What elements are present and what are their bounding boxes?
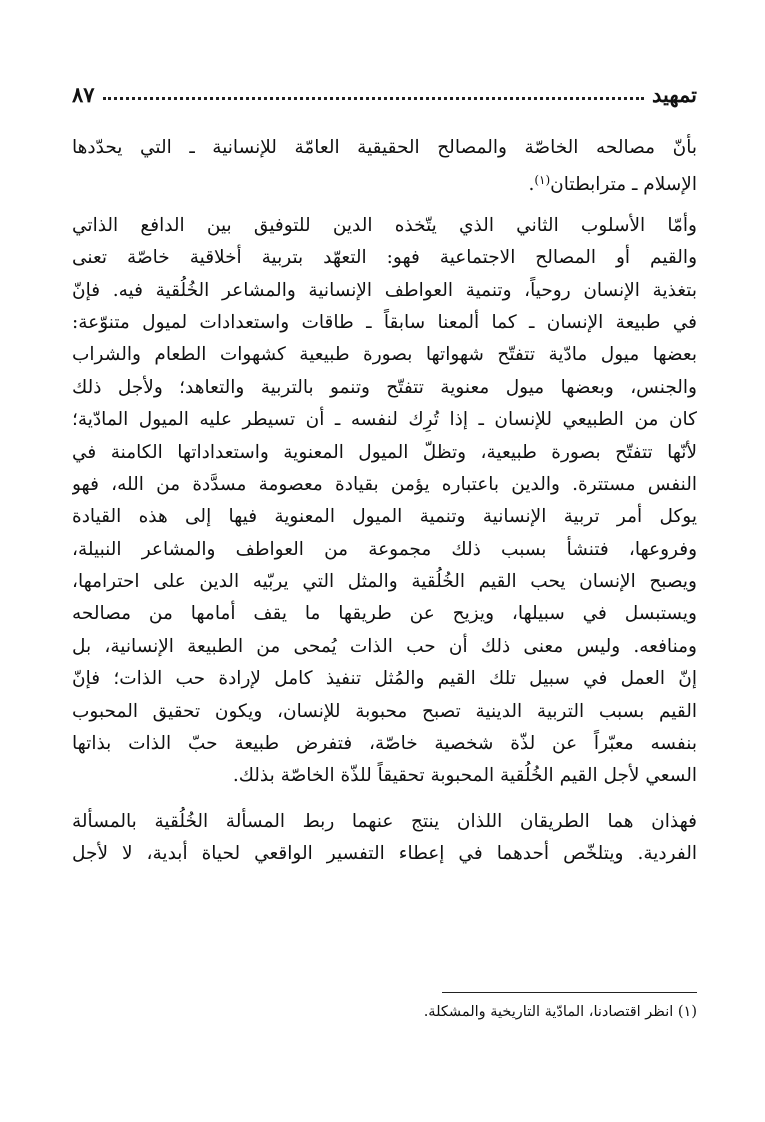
paragraph-2 [72, 210, 697, 793]
text-segment: . [528, 174, 535, 196]
text-segment: الإسلام ـ مترابطتان [550, 174, 697, 196]
footnote-marker: (١) [534, 173, 551, 188]
text-line: إنّ العمل في سبيل تلك القيم والمُثل تنفيذ كامل لإرادة حب الذات؛ فإنّ [72, 668, 697, 690]
paragraph-3 [72, 806, 697, 871]
text-line: والقيم أو المصالح الاجتماعية فهو: التعهّد بتربية أخلاقية خاصّة تعنى [72, 247, 697, 269]
text-line: بأنّ مصالحه الخاصّة والمصالح الحقيقية العامّة للإنسانية ـ التي يحدّدها [72, 137, 697, 158]
text-line: بتغذية الإنسان روحياً، وتنمية العواطف الإنسانية والمشاعر الخُلُقية فيه. فإنّ [72, 279, 697, 301]
text-line: النفس مستترة. والدين باعتباره يؤمن بقيادة معصومة مسدَّدة من الله، فهو [72, 473, 697, 495]
text-line: كان من الطبيعي للإنسان ـ إذا تُرِك لنفسه ـ أن تسيطر عليه الميول المادّية؛ [72, 409, 697, 431]
text-line: بنفسه معبّراً عن لذّة شخصية خاصّة، فتفرض طبيعة حبّ الذات بذاتها [72, 733, 697, 755]
page-number: ٨٧ [72, 81, 95, 107]
header-dot-leader [103, 97, 644, 100]
text-line: يوكل أمر تربية الإنسانية وتنمية الميول المعنوية فيها إلى هذه القيادة [72, 506, 697, 528]
text-line: وأمّا الأسلوب الثاني الذي يتّخذه الدين للتوفيق بين الدافع الذاتي [72, 214, 697, 236]
text-line [72, 164, 697, 196]
text-line: والجنس، وبعضها ميول معنوية تتفتّح وتنمو بالتربية والتعاهد؛ ولأجل ذلك [72, 376, 697, 398]
text-line: لأنّها تتفتّح بصورة طبيعية، وتظلّ الميول المعنوية واستعداداتها الكامنة في [72, 441, 697, 463]
text-line: السعي لأجل القيم الخُلُقية المحبوبة تحقيقاً للذّة الخاصّة بذلك. [232, 765, 697, 787]
chapter-title: تمهيد [651, 81, 697, 107]
text-line: القيم بسبب التربية الدينية تصبح محبوبة للإنسان، ويكون تحقيق المحبوب [72, 700, 697, 722]
paragraph-1 [72, 132, 697, 197]
text-line: بعضها ميول مادّية تتفتّح شهواتها بصورة طبيعية كشهوات الطعام والشراب [72, 344, 697, 366]
text-line: ومنافعه. وليس معنى ذلك أن حب الذات يُمحى من الطبيعة الإنسانية، بل [72, 635, 697, 657]
text-line: وفروعها، فتنشأ بسبب ذلك مجموعة من العواطف والمشاعر النبيلة، [72, 538, 697, 560]
text-line: الفردية. ويتلخّص أحدهما في إعطاء التفسير الواقعي لحياة أبدية، لا لأجل [72, 843, 697, 865]
footnote: (١) انظر اقتصادنا، المادّية التاريخية والمشكلة. [423, 1004, 697, 1020]
running-header [72, 78, 697, 110]
text-line: في طبيعة الإنسان ـ كما ألمعنا سابقاً ـ طاقات واستعدادات لميول متنوّعة: [72, 311, 697, 333]
text-line: فهذان هما الطريقان اللذان ينتج عنهما ربط المسألة الخُلُقية بالمسألة [72, 810, 697, 832]
text-line: ويستبسل في سبيلها، ويزيح عن طريقها ما يقف أمامها من مصالحه [72, 603, 697, 625]
text-line: ويصبح الإنسان يحب القيم الخُلُقية والمثل التي يربّيه الدين على احترامها، [72, 571, 697, 593]
body-text [72, 132, 697, 871]
footnote-divider [442, 992, 697, 993]
